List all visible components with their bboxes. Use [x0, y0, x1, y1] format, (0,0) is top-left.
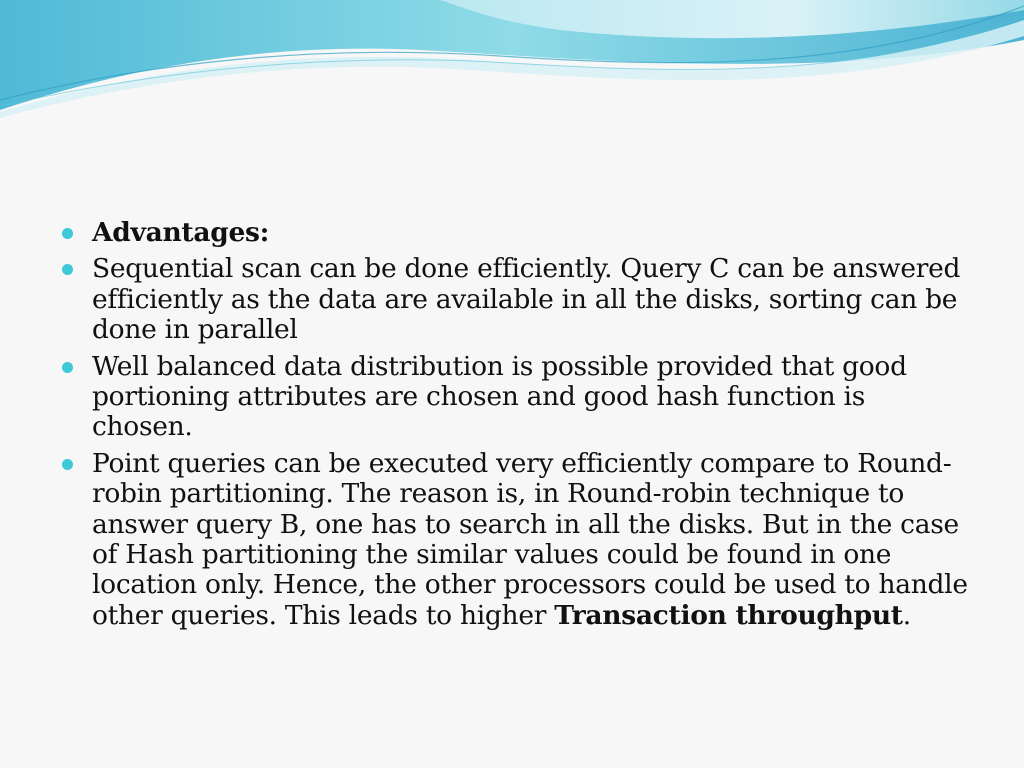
bullet-sequential-scan: [62, 254, 972, 345]
bullet-dot-icon: [62, 264, 73, 275]
bullet-advantages: [62, 218, 972, 248]
bullet-bold-text: Transaction throughput: [554, 599, 903, 631]
bullet-text: Point queries can be executed very efficiently compare to Round-robin partitioning. The reason is, in Round-robin technique to answer query B, one has to search in all the disks. But in the case of Hash partitioning the similar values could be found in one location only. Hence, the other processors could be used to handle other queries. This leads to higher: [92, 447, 968, 631]
bullet-text: Sequential scan can be done efficiently. Query C can be answered efficiently as the data are available in all the disks, sorting can be done in parallel: [92, 253, 961, 346]
bullet-text: Advantages:: [92, 217, 270, 248]
header-wave-banner: [0, 0, 1024, 130]
bullet-text: Well balanced data distribution is possible provided that good portioning attributes are chosen and good hash function is chosen.: [92, 350, 907, 443]
bullet-dot-icon: [62, 228, 73, 239]
bullet-text-end: .: [902, 599, 911, 631]
bullet-point-queries: [62, 449, 972, 631]
bullet-balanced-distribution: [62, 352, 972, 443]
bullet-dot-icon: [62, 362, 73, 373]
bullet-list: [62, 218, 972, 631]
slide-content: [62, 218, 972, 637]
bullet-dot-icon: [62, 459, 73, 470]
